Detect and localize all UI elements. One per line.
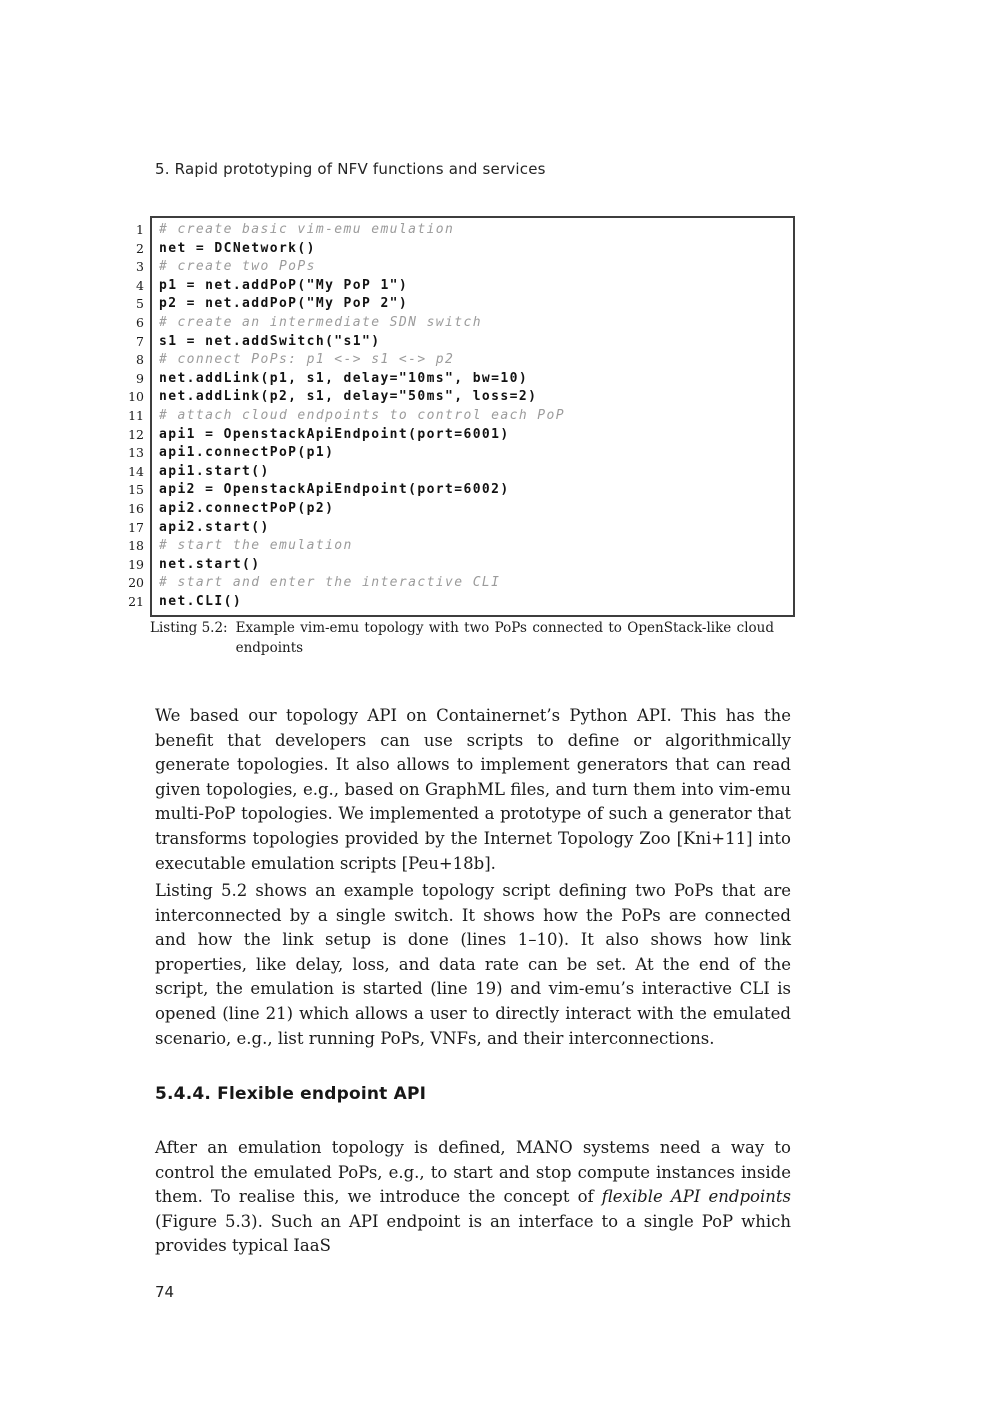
paragraph-3-italic-term: flexible API endpoints [601, 1187, 791, 1207]
code-line: net.addLink(p2, s1, delay="50ms", loss=2) [159, 389, 538, 405]
code-line-number: 17 [128, 519, 144, 535]
code-line: net.start() [159, 556, 261, 572]
code-line-comment: # create an intermediate SDN switch [159, 314, 482, 330]
body-paragraph-1: We based our topology API on Containernet’s Python API. This has the benefit that developers can use scripts to define or algorithmically generate topologies. It also allows to implement generators that can read given topologies, e.g., based on GraphML files, and turn them into vim-emu multi-PoP topologies. We implemented a prototype of such a generator that transforms topologies provided by the Internet Topology Zoo [Kni+11] into executable emulation scripts [Peu+18b]. [155, 706, 791, 873]
code-line: net.CLI() [159, 593, 243, 609]
code-line-number: 5 [136, 296, 144, 312]
code-line-number: 12 [128, 426, 144, 442]
code-line-comment: # attach cloud endpoints to control each PoP [159, 407, 565, 423]
code-line-number: 19 [128, 556, 144, 572]
code-line-comment: # create two PoPs [159, 259, 316, 275]
code-line: net.addLink(p1, s1, delay="10ms", bw=10) [159, 370, 529, 386]
code-line: s1 = net.addSwitch("s1") [159, 333, 381, 349]
code-line: api1 = OpenstackApiEndpoint(port=6001) [159, 426, 510, 442]
code-line: net = DCNetwork() [159, 240, 316, 256]
code-line-numbers [122, 216, 144, 611]
body-paragraph-3 [155, 1136, 791, 1259]
code-line-number: 21 [128, 593, 144, 609]
code-line: api2.connectPoP(p2) [159, 500, 335, 516]
code-line-number: 9 [136, 370, 144, 386]
code-line: api2.start() [159, 519, 270, 535]
code-line-number: 8 [136, 352, 144, 368]
code-line: api1.start() [159, 463, 270, 479]
code-line: api1.connectPoP(p1) [159, 445, 335, 461]
code-line-number: 6 [136, 314, 144, 330]
chapter-running-header: 5. Rapid prototyping of NFV functions and services [155, 160, 546, 178]
code-line-number: 4 [136, 277, 144, 293]
code-line-number: 15 [128, 482, 144, 498]
code-line-number: 1 [136, 222, 144, 237]
code-line-comment: # create basic vim-emu emulation [159, 222, 455, 237]
code-line-number: 14 [128, 463, 144, 479]
code-line-number: 10 [128, 389, 144, 405]
code-box [150, 216, 795, 617]
code-line-comment: # start the emulation [159, 538, 353, 554]
code-line-number: 11 [128, 407, 144, 423]
page-number: 74 [155, 1283, 175, 1301]
listing-caption [150, 619, 774, 658]
code-line-number: 20 [128, 575, 144, 591]
code-line-comment: # start and enter the interactive CLI [159, 575, 501, 591]
section-heading: 5.4.4. Flexible endpoint API [155, 1084, 427, 1104]
code-line-comment: # connect PoPs: p1 <-> s1 <-> p2 [159, 352, 455, 368]
code-line-number: 18 [128, 538, 144, 554]
code-line-number: 2 [136, 240, 144, 256]
paragraph-3-text: After an emulation topology is defined, MANO systems need a way to control the emulated PoPs, e.g., to start and stop compute instances inside them. To realise this, we introduce the concept of [155, 1138, 791, 1207]
code-line-number: 16 [128, 500, 144, 516]
listing-caption-text: Example vim-emu topology with two PoPs connected to OpenStack-like cloud endpoints [235, 620, 774, 656]
code-listing [122, 216, 795, 617]
code-line-number: 7 [136, 333, 144, 349]
code-line: p2 = net.addPoP("My PoP 2") [159, 296, 409, 312]
paragraph-3-text-after: (Figure 5.3). Such an API endpoint is an interface to a single PoP which provides typical IaaS [155, 1211, 791, 1256]
listing-caption-label: Listing 5.2: [150, 620, 228, 636]
code-line: p1 = net.addPoP("My PoP 1") [159, 277, 409, 293]
code-line-number: 13 [128, 445, 144, 461]
code-line: api2 = OpenstackApiEndpoint(port=6002) [159, 482, 510, 498]
body-paragraph-2: Listing 5.2 shows an example topology script defining two PoPs that are interconnected by a single switch. It shows how the PoPs are connected and how the link setup is done (lines 1–10). It also shows how link properties, like delay, loss, and data rate can be set. At the end of the script, the emulation is started (line 19) and vim-emu’s interactive CLI is opened (line 21) which allows a user to directly interact with the emulated scenario, e.g., list running PoPs, VNFs, and their interconnections. [155, 881, 791, 1048]
code-line-number: 3 [136, 259, 144, 275]
